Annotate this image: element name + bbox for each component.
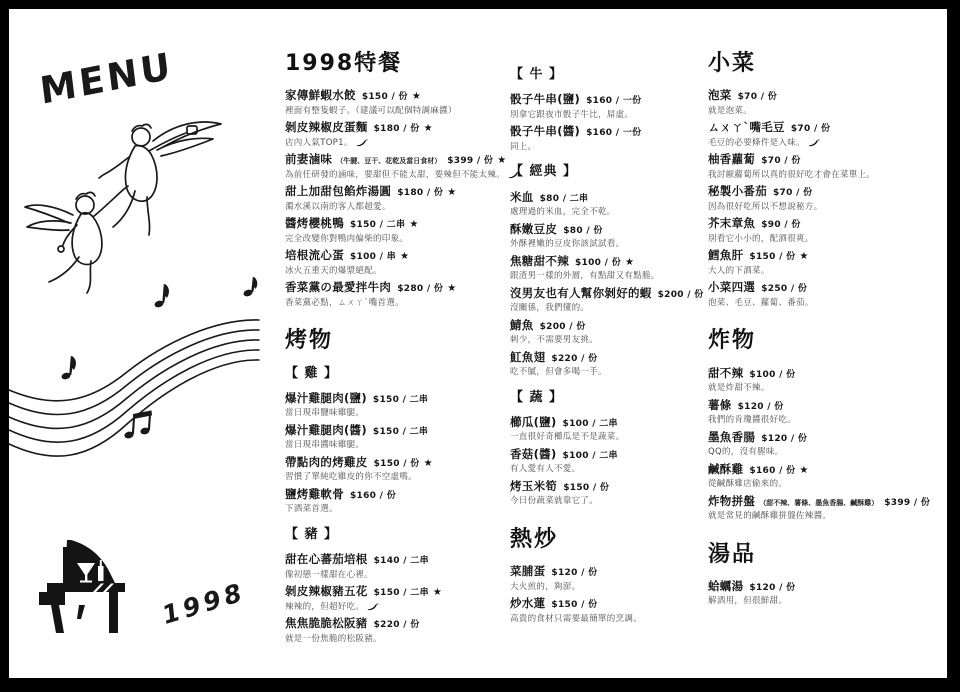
item-title-line (510, 191, 710, 205)
item-name: 骰子牛串(鹽) (510, 92, 581, 107)
item-name: 蛤蠣湯 (708, 578, 744, 593)
item-price: $399 / 份 (447, 156, 494, 167)
item-description: 跟渣男一樣的外層，有點甜又有點脆。 (510, 271, 660, 282)
item-description-line (708, 265, 946, 276)
item-description-line (708, 447, 946, 458)
item-name: 爆汁雞腿肉(醬) (285, 422, 367, 437)
item-description-line (285, 169, 517, 180)
item-name: 炒水蓮 (510, 596, 546, 611)
item-title-line (510, 223, 710, 237)
item-description: 從鹹酥雞店偷來的。 (708, 479, 788, 490)
subsection-heading: 【 經典 】 (510, 164, 578, 180)
item-title-line (708, 580, 946, 594)
item-name: 鯖魚 (510, 317, 534, 332)
item-title-line (285, 121, 517, 135)
item-title-line (708, 495, 946, 509)
item-name: 魟魚翅 (510, 349, 546, 364)
item-description-line (708, 105, 946, 116)
star-icon: ★ (799, 464, 809, 476)
item-description-line (285, 440, 517, 451)
menu-column-left (285, 51, 517, 649)
item-description: 毛豆的必要條件是入味。 (708, 137, 805, 148)
item-title-line (708, 431, 946, 445)
item-name: 香菇(醬) (510, 446, 557, 461)
item-price: $120 / 份 (761, 433, 808, 444)
item-description: 裡面有整隻蝦子。（建議可以配個特調麻醬） (285, 105, 457, 116)
item-description: 因為很好吃所以不想說秘方。 (708, 201, 823, 212)
item-title-line (285, 89, 517, 103)
music-note-icon (154, 284, 169, 308)
item-name: 甜在心蕃茄培根 (285, 552, 368, 567)
music-note-icon (124, 410, 152, 439)
item-description: 別拿它跟夜市骰子牛比，屌虛。 (510, 109, 634, 120)
item-price: $399 / 份 (884, 497, 931, 508)
menu-item (708, 431, 946, 458)
menu-item (708, 121, 946, 148)
item-name: 烤玉米筍 (510, 478, 558, 493)
item-price: $150 / 份 (749, 252, 796, 263)
item-title-line (510, 287, 710, 301)
menu-item (510, 255, 710, 282)
item-title-line (708, 217, 946, 231)
item-name: 柚香蘿蔔 (708, 152, 756, 167)
menu-page (9, 9, 947, 678)
item-title-line (285, 424, 517, 438)
item-price: $160 / 份 (749, 465, 796, 476)
item-price: $250 / 份 (761, 284, 808, 295)
item-title-line (708, 463, 946, 477)
item-description: 下酒菜首選。 (285, 504, 338, 515)
item-title-line (285, 153, 517, 167)
item-title-line (510, 480, 710, 494)
item-name: 焦糖甜不辣 (510, 253, 569, 268)
menu-item (708, 281, 946, 308)
item-description: 有人愛有人不愛。 (510, 464, 581, 475)
item-name: 秘製小番茄 (708, 184, 767, 199)
item-description: 泡菜、毛豆、蘿蔔、番茄。 (708, 297, 814, 308)
menu-column-middle (510, 55, 710, 629)
item-description: 就是一份焦脆的松阪豬。 (285, 633, 382, 644)
subsection-heading: 【 牛 】 (510, 67, 564, 82)
menu-item (285, 185, 517, 212)
menu-item (708, 463, 946, 490)
menu-item (285, 121, 517, 148)
item-name: 櫛瓜(鹽) (510, 414, 557, 429)
item-title-line (708, 153, 946, 167)
menu-item (510, 351, 710, 378)
item-description: 外酥裡嫩的豆皮你該試試看。 (510, 239, 625, 250)
item-description-line (285, 408, 517, 419)
menu-item (285, 392, 517, 419)
menu-item (510, 191, 710, 218)
item-title-line (285, 281, 517, 295)
menu-item (510, 597, 710, 624)
item-description-line (285, 265, 517, 276)
item-name: 鱈魚肝 (708, 248, 744, 263)
section-heading: 小菜 (708, 51, 757, 76)
item-name: 前妻滷味 (285, 152, 333, 167)
section-heading: 1998特餐 (285, 51, 403, 76)
year-script: 1998 (158, 577, 249, 630)
item-description: 別看它小小的，配酒很爽。 (708, 233, 814, 244)
star-icon: ★ (447, 187, 457, 199)
item-title-line (708, 281, 946, 295)
item-title-line (510, 351, 710, 365)
item-title-line (510, 125, 710, 139)
item-name: 沒男友也有人幫你剝好的蝦 (510, 285, 652, 300)
item-description-line (510, 207, 710, 218)
menu-item (285, 217, 517, 244)
item-description: 刺少，不需要男友挑。 (510, 335, 599, 346)
item-description: 習慣了單純吃雞皮的你不空虛嗎。 (285, 472, 418, 483)
item-name: 薯條 (708, 397, 732, 412)
item-price: $100 / 串 (350, 252, 397, 263)
music-note-icon (243, 277, 258, 297)
item-description: 高貴的食材只需要最簡單的烹調。 (510, 613, 643, 624)
star-icon: ★ (432, 587, 442, 599)
item-description: 解酒用，但很鮮甜。 (708, 596, 788, 607)
item-name: 培根流心蛋 (285, 248, 344, 263)
item-title-line (708, 185, 946, 199)
item-name: 炸物拼盤 (708, 493, 756, 508)
star-icon: ★ (447, 283, 457, 295)
item-title-line (708, 249, 946, 263)
item-description-line (510, 367, 710, 378)
item-price: $100 / 二串 (562, 450, 618, 461)
menu-column-right (708, 51, 946, 612)
item-description: 濁水溪以南的客人都超愛。 (285, 201, 391, 212)
item-description: 像初戀一樣甜在心裡。 (285, 569, 374, 580)
item-description-line (510, 581, 710, 592)
item-price: $150 / 二串 (372, 394, 429, 405)
menu-item (708, 89, 946, 116)
item-description-line (708, 201, 946, 212)
item-description: 辣辣的，但超好吃。 (285, 601, 365, 612)
item-title-line (708, 367, 946, 381)
section-heading: 烤物 (285, 328, 334, 354)
menu-item (285, 249, 517, 276)
item-description: 就是常見的鹹酥雞拼盤佐辣醬。 (708, 511, 832, 522)
menu-item (708, 495, 946, 522)
item-price: $90 / 份 (761, 220, 801, 231)
star-icon: ★ (625, 256, 634, 268)
item-description: QQ的，沒有腥味。 (708, 447, 784, 458)
item-title-line (285, 553, 517, 567)
piano-illustration (37, 537, 137, 637)
item-price: $280 / 份 (397, 284, 444, 295)
item-price: $100 / 份 (749, 369, 796, 380)
item-description-line (708, 233, 946, 244)
item-price: $100 / 二串 (562, 418, 618, 429)
subsection-heading: 【 蔬 】 (510, 389, 564, 405)
menu-item (510, 565, 710, 592)
item-description: 冰火五重天的爆漿絕配。 (285, 265, 382, 276)
item-price: $150 / 份 (563, 482, 610, 493)
item-price: $150 / 份 (361, 92, 408, 103)
item-description-line (285, 137, 517, 148)
item-description-line (708, 511, 946, 522)
star-icon: ★ (423, 123, 433, 135)
item-name: 剝皮辣椒皮蛋麵 (285, 120, 368, 135)
item-description-line (285, 472, 517, 483)
item-title-line (510, 597, 710, 611)
item-name: 剝皮辣椒豬五花 (285, 584, 368, 599)
item-description-line (285, 201, 517, 212)
item-price: $200 / 份 (539, 321, 586, 332)
item-description: 沒關係，我們懂的。 (510, 303, 590, 314)
item-description-line (285, 233, 517, 244)
menu-item (285, 585, 517, 612)
menu-item (708, 399, 946, 426)
item-description: 完全改變你對鴨肉偏柴的印象。 (285, 233, 409, 244)
item-price: $220 / 份 (373, 620, 420, 631)
star-icon: ★ (411, 91, 421, 103)
menu-item (510, 416, 710, 443)
menu-item (285, 488, 517, 515)
item-description-line (708, 137, 946, 148)
item-title-line (510, 416, 710, 430)
item-name: ㄙㄨㄚˋ嘴毛豆 (708, 120, 785, 135)
item-description-line (285, 601, 517, 612)
menu-item (285, 456, 517, 483)
item-name: 帶點肉的烤雞皮 (285, 454, 368, 469)
item-note: （牛腱、豆干、花乾及當日食材） (336, 157, 442, 166)
star-icon: ★ (799, 251, 809, 263)
item-price: $200 / 份 (657, 289, 704, 300)
item-name: 鹽烤雞軟骨 (285, 486, 344, 501)
menu-item (708, 185, 946, 212)
item-name: 菜脯蛋 (510, 564, 546, 579)
item-description-line (708, 297, 946, 308)
item-description: 吃不膩，但會多喝一手。 (510, 367, 607, 378)
section-heading: 炸物 (708, 328, 757, 354)
item-description: 當日現串醬味雞腿。 (285, 440, 365, 451)
item-price: $150 / 二串 (372, 426, 429, 437)
menu-item (285, 553, 517, 580)
item-title-line (285, 249, 517, 263)
item-description: 大火煎的，夠澎。 (510, 581, 581, 592)
item-title-line (510, 255, 710, 269)
item-title-line (708, 399, 946, 413)
item-description: 為前任研發的滷味，要甜但不能太甜，要辣但不能太辣。 (285, 169, 506, 180)
item-price: $70 / 份 (761, 156, 801, 167)
item-description: 我討厭蘿蔔所以真的很好吃才會在菜單上。 (708, 169, 876, 180)
menu-item (285, 153, 517, 180)
item-price: $120 / 份 (551, 568, 598, 579)
menu-item (510, 480, 710, 507)
music-staff-illustration (9, 277, 261, 467)
menu-item (510, 223, 710, 250)
chili-icon (367, 603, 379, 611)
item-description-line (285, 105, 517, 116)
item-name: 爆汁雞腿肉(鹽) (285, 390, 367, 405)
item-description: 同上。 (510, 141, 537, 152)
menu-item (708, 249, 946, 276)
item-note: （甜不辣、薯條、墨魚香腸、鹹酥雞） (759, 498, 879, 507)
star-icon: ★ (400, 251, 409, 263)
item-name: 芥末章魚 (708, 216, 756, 231)
menu-item (708, 217, 946, 244)
item-price: $140 / 二串 (373, 556, 429, 567)
item-price: $150 / 份 (373, 458, 420, 469)
item-price: $80 / 份 (563, 225, 603, 236)
item-name: 鹹酥雞 (708, 461, 744, 476)
chili-icon (808, 139, 820, 147)
item-description-line (510, 613, 710, 624)
section-heading: 熱炒 (510, 526, 559, 552)
item-description-line (510, 239, 710, 250)
star-icon: ★ (497, 155, 507, 167)
item-description: 就是泡菜。 (708, 105, 753, 116)
item-description: 大人的下酒菜。 (708, 265, 770, 276)
item-description-line (285, 504, 517, 515)
section-heading: 湯品 (708, 541, 757, 567)
menu-logo-script: MENU (37, 44, 176, 113)
cupids-illustration (23, 109, 268, 304)
item-name: 甜不辣 (708, 365, 744, 380)
menu-item (510, 93, 710, 120)
item-title-line (708, 121, 946, 135)
item-name: 骰子牛串(醬) (510, 124, 581, 139)
item-name: 家傳鮮蝦水餃 (285, 88, 356, 103)
item-title-line (285, 488, 517, 502)
item-description: 一直很好奇櫛瓜是不是蔬菜。 (510, 432, 625, 443)
menu-item (285, 424, 517, 451)
item-price: $180 / 份 (397, 188, 444, 199)
item-title-line (285, 456, 517, 470)
item-description: 我們的肯瓊醬很好吃。 (708, 415, 797, 426)
item-name: 米血 (510, 189, 534, 204)
item-price: $160 / 一份 (586, 128, 642, 139)
item-name: 墨魚香腸 (708, 429, 756, 444)
item-name: 香菜黨の最愛拌牛肉 (285, 280, 392, 295)
menu-item (510, 319, 710, 346)
subsection-heading: 【 豬 】 (285, 526, 339, 542)
item-title-line (510, 565, 710, 579)
item-description-line (285, 297, 517, 308)
menu-item (510, 448, 710, 475)
item-price: $150 / 二串 (350, 220, 406, 231)
item-description-line (285, 633, 517, 644)
item-name: 酥嫩豆皮 (510, 221, 558, 236)
item-price: $150 / 份 (551, 600, 598, 611)
item-description: 就是炸甜不辣。 (708, 383, 770, 394)
item-title-line (285, 585, 517, 599)
item-title-line (510, 93, 710, 107)
item-name: 甜上加甜包餡炸湯圓 (285, 184, 392, 199)
item-description: 處理過的米血，完全不乾。 (510, 207, 616, 218)
item-description-line (510, 303, 710, 314)
chili-icon (356, 139, 368, 147)
subsection-heading: 【 雞 】 (285, 365, 339, 381)
star-icon: ★ (409, 219, 419, 231)
menu-item (285, 281, 517, 308)
item-description-line (708, 383, 946, 394)
item-price: $100 / 份 (575, 257, 622, 268)
menu-item (708, 367, 946, 394)
item-title-line (285, 617, 517, 631)
item-price: $160 / 份 (350, 490, 397, 501)
item-name: 醬烤櫻桃鴨 (285, 216, 344, 231)
item-price: $70 / 份 (737, 92, 778, 103)
item-price: $70 / 份 (790, 124, 831, 135)
item-description-line (285, 569, 517, 580)
menu-item (285, 617, 517, 644)
item-description: 店內人氣TOP1。 (285, 137, 353, 148)
item-price: $120 / 份 (749, 582, 796, 593)
item-title-line (708, 89, 946, 103)
item-description-line (708, 169, 946, 180)
item-title-line (285, 185, 517, 199)
item-price: $220 / 份 (551, 353, 598, 364)
item-description: 今日份蔬菜就靠它了。 (510, 496, 599, 507)
star-icon: ★ (423, 457, 433, 469)
menu-item (285, 89, 517, 116)
item-price: $70 / 份 (773, 188, 813, 199)
item-price: $180 / 份 (373, 124, 420, 135)
item-description-line (510, 271, 710, 282)
item-description-line (510, 464, 710, 475)
item-price: $160 / 一份 (586, 96, 642, 107)
item-price: $120 / 份 (737, 401, 784, 412)
menu-item (510, 287, 710, 314)
item-price: $150 / 二串 (373, 588, 429, 599)
item-name: 小菜四選 (708, 280, 756, 295)
item-title-line (510, 319, 710, 333)
item-description: 香菜黨必點，ㄙㄨㄚˋ嘴首選。 (285, 297, 404, 308)
item-name: 焦焦脆脆松阪豬 (285, 616, 368, 631)
item-description-line (510, 335, 710, 346)
item-description-line (708, 415, 946, 426)
item-description-line (510, 109, 710, 120)
item-description-line (708, 596, 946, 607)
item-title-line (510, 448, 710, 462)
item-title-line (285, 217, 517, 231)
item-description-line (510, 432, 710, 443)
music-note-icon (61, 356, 76, 380)
item-title-line (285, 392, 517, 406)
item-description-line (708, 479, 946, 490)
item-description-line (510, 496, 710, 507)
item-description-line (510, 141, 710, 152)
menu-item (708, 580, 946, 607)
item-description: 當日現串鹽味雞腿。 (285, 408, 365, 419)
menu-item (708, 153, 946, 180)
menu-item (510, 125, 710, 152)
item-name: 泡菜 (708, 88, 732, 103)
item-price: $80 / 二串 (539, 193, 589, 204)
